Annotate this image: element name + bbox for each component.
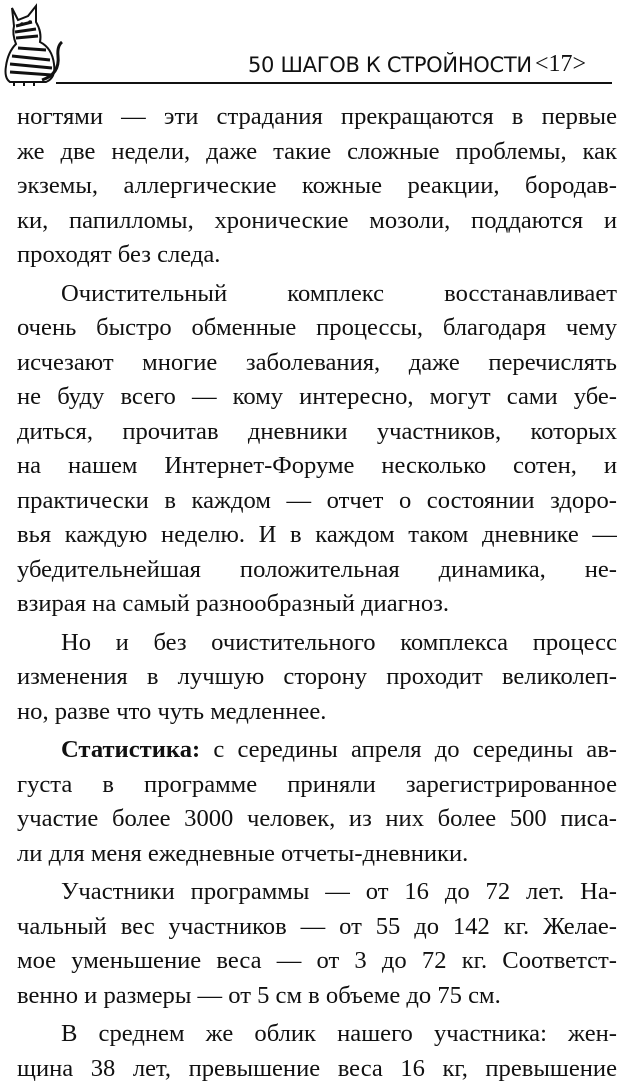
text-line: Но и без очистительного комплекса процесс [17, 626, 617, 661]
paragraph-5 [17, 875, 617, 1013]
paragraph-6 [17, 1017, 617, 1086]
running-title: 50 ШАГОВ К СТРОЙНОСТИ [248, 52, 532, 78]
text-line: взирая на самый разнообразный диагноз. [17, 587, 617, 622]
text-line: не буду всего — кому интересно, могут сами убе- [17, 380, 617, 415]
text-line: венно и размеры — от 5 см в объеме до 75 см. [17, 979, 617, 1014]
text-line: изменения в лучшую сторону проходит великолеп- [17, 660, 617, 695]
text-line: на нашем Интернет-Форуме несколько сотен, и [17, 449, 617, 484]
text-line: густа в программе приняли зарегистрированное [17, 768, 617, 803]
text-line: участие более 3000 человек, из них более 500 писа- [17, 802, 617, 837]
page-header [0, 0, 620, 96]
text-line: В среднем же облик нашего участника: жен- [17, 1017, 617, 1052]
text-line: убедительнейшая положительная динамика, не- [17, 553, 617, 588]
paragraph-4 [17, 733, 617, 871]
body-text [17, 100, 617, 1086]
text-line: диться, прочитав дневники участников, которых [17, 415, 617, 450]
statistics-line-rest: с середины апреля до середины ав- [200, 736, 617, 763]
text-line: вья каждую неделю. И в каждом таком дневнике — [17, 518, 617, 553]
text-line: ли для меня ежедневные отчеты-дневники. [17, 837, 617, 872]
text-line: ногтями — эти страдания прекращаются в первые [17, 100, 617, 135]
cat-logo-icon [2, 2, 64, 86]
text-line: Очистительный комплекс восстанавливает [17, 277, 617, 312]
paragraph-3 [17, 626, 617, 730]
text-line: чальный вес участников — от 55 до 142 кг. Желае- [17, 910, 617, 945]
text-line: практически в каждом — отчет о состоянии здоро- [17, 484, 617, 519]
text-line: мое уменьшение веса — от 3 до 72 кг. Соответст- [17, 944, 617, 979]
text-line: экземы, аллергические кожные реакции, бородав- [17, 169, 617, 204]
text-line: ки, папилломы, хронические мозоли, поддаются и [17, 204, 617, 239]
paragraph-2 [17, 277, 617, 622]
text-line: очень быстро обменные процессы, благодаря чему [17, 311, 617, 346]
text-line: но, разве что чуть медленнее. [17, 695, 617, 730]
text-line: щина 38 лет, превышение веса 16 кг, превышение [17, 1052, 617, 1086]
text-line: проходят без следа. [17, 238, 617, 273]
text-line: Участники программы — от 16 до 72 лет. На- [17, 875, 617, 910]
header-rule [56, 82, 612, 84]
page-number: <17> [535, 50, 586, 78]
statistics-lead: Статистика: [61, 736, 200, 763]
text-line: исчезают многие заболевания, даже перечислять [17, 346, 617, 381]
text-line [17, 733, 617, 768]
text-line: же две недели, даже такие сложные проблемы, как [17, 135, 617, 170]
paragraph-1 [17, 100, 617, 273]
